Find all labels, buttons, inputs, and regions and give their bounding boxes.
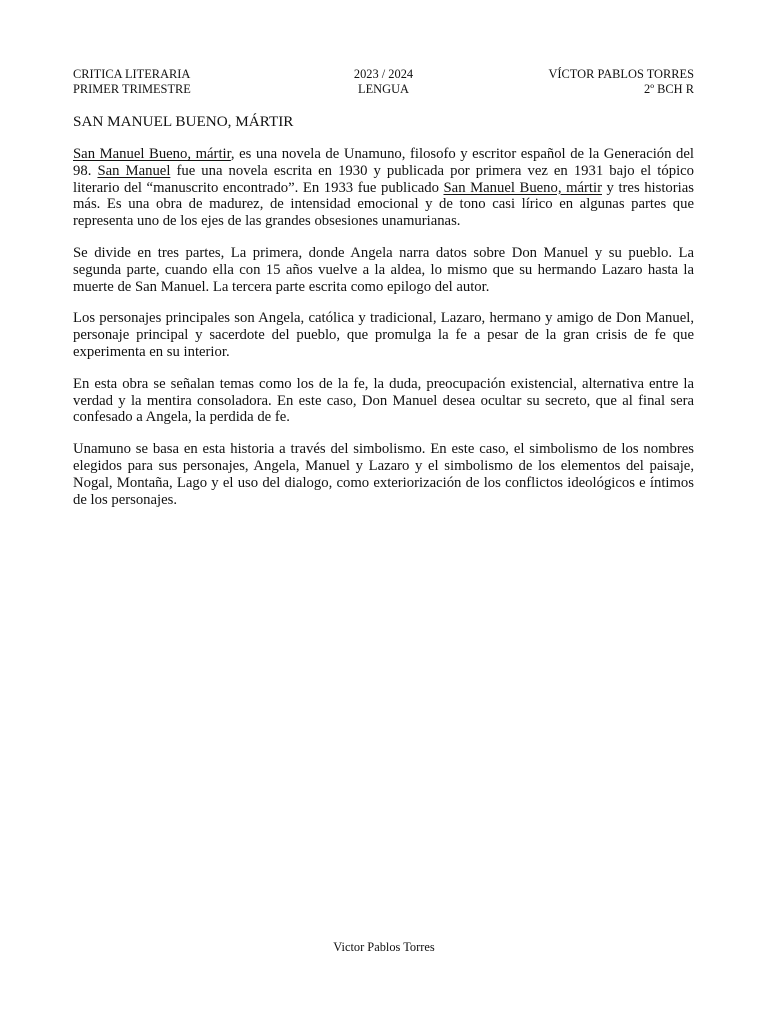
header-left [73,67,280,96]
header-author: VÍCTOR PABLOS TORRES [548,67,694,81]
book-title-underlined: San Manuel [97,162,171,179]
document-page [73,67,694,523]
header-class: 2º BCH R [644,81,694,96]
paragraph-intro [73,146,694,230]
header-subject: CRITICA LITERARIA [73,67,191,81]
paragraph-text: fue una novela escrita en 1930 y publicada por primera vez en 1931 bajo el tópico literario del “manuscrito encontrado”. En 1933 fue publicado [73,162,695,196]
paragraph-symbolism: Unamuno se basa en esta historia a través del simbolismo. En este caso, el simbolismo de los nombres elegidos para sus personajes, Angela, Manuel y Lazaro y el simbolismo de los elementos del paisaje, Nogal, Montaña, Lago y el uso del dialogo, como exteriorización de los conflictos ideológicos e íntimos de los personajes. [73,441,694,508]
paragraph-characters: Los personajes principales son Angela, católica y tradicional, Lazaro, hermano y amigo de Don Manuel, personaje principal y sacerdote del pueblo, que promulga la fe a pesar de la gran crisis de fe que experimenta en su interior. [73,310,694,360]
paragraph-text: y tres historias más. Es una obra de madurez, de intensidad emocional y de tono casi lírico en algunas partes que representa uno de los ejes de las grandes obsesiones unamurianas. [73,179,694,230]
paragraph-structure: Se divide en tres partes, La primera, donde Angela narra datos sobre Don Manuel y su pueblo. La segunda parte, cuando ella con 15 años vuelve a la aldea, lo mismo que su hermando Lazaro hasta la muerte de San Manuel. La tercera parte escrita como epilogo del autor. [73,244,694,295]
header-center [280,67,487,96]
book-title-underlined: San Manuel Bueno, mártir [73,146,231,162]
header-right [487,67,694,96]
header-course: LENGUA [358,81,409,96]
header-term: PRIMER TRIMESTRE [73,81,191,96]
page-footer: Victor Pablos Torres [333,940,435,954]
paragraph-themes: En esta obra se señalan temas como los de la fe, la duda, preocupación existencial, alternativa entre la verdad y la mentira consoladora. En este caso, Don Manuel desea ocultar su secreto, que al final sera confesado a Angela, la perdida de fe. [73,375,694,426]
page-header [73,67,694,96]
paragraph-text: , es una novela de Unamuno, filosofo y escritor español de la Generación del 98. [73,146,694,179]
header-year: 2023 / 2024 [353,67,414,81]
document-title: SAN MANUEL BUENO, MÁRTIR [73,113,294,130]
book-title-underlined: San Manuel Bueno, mártir [443,179,602,196]
